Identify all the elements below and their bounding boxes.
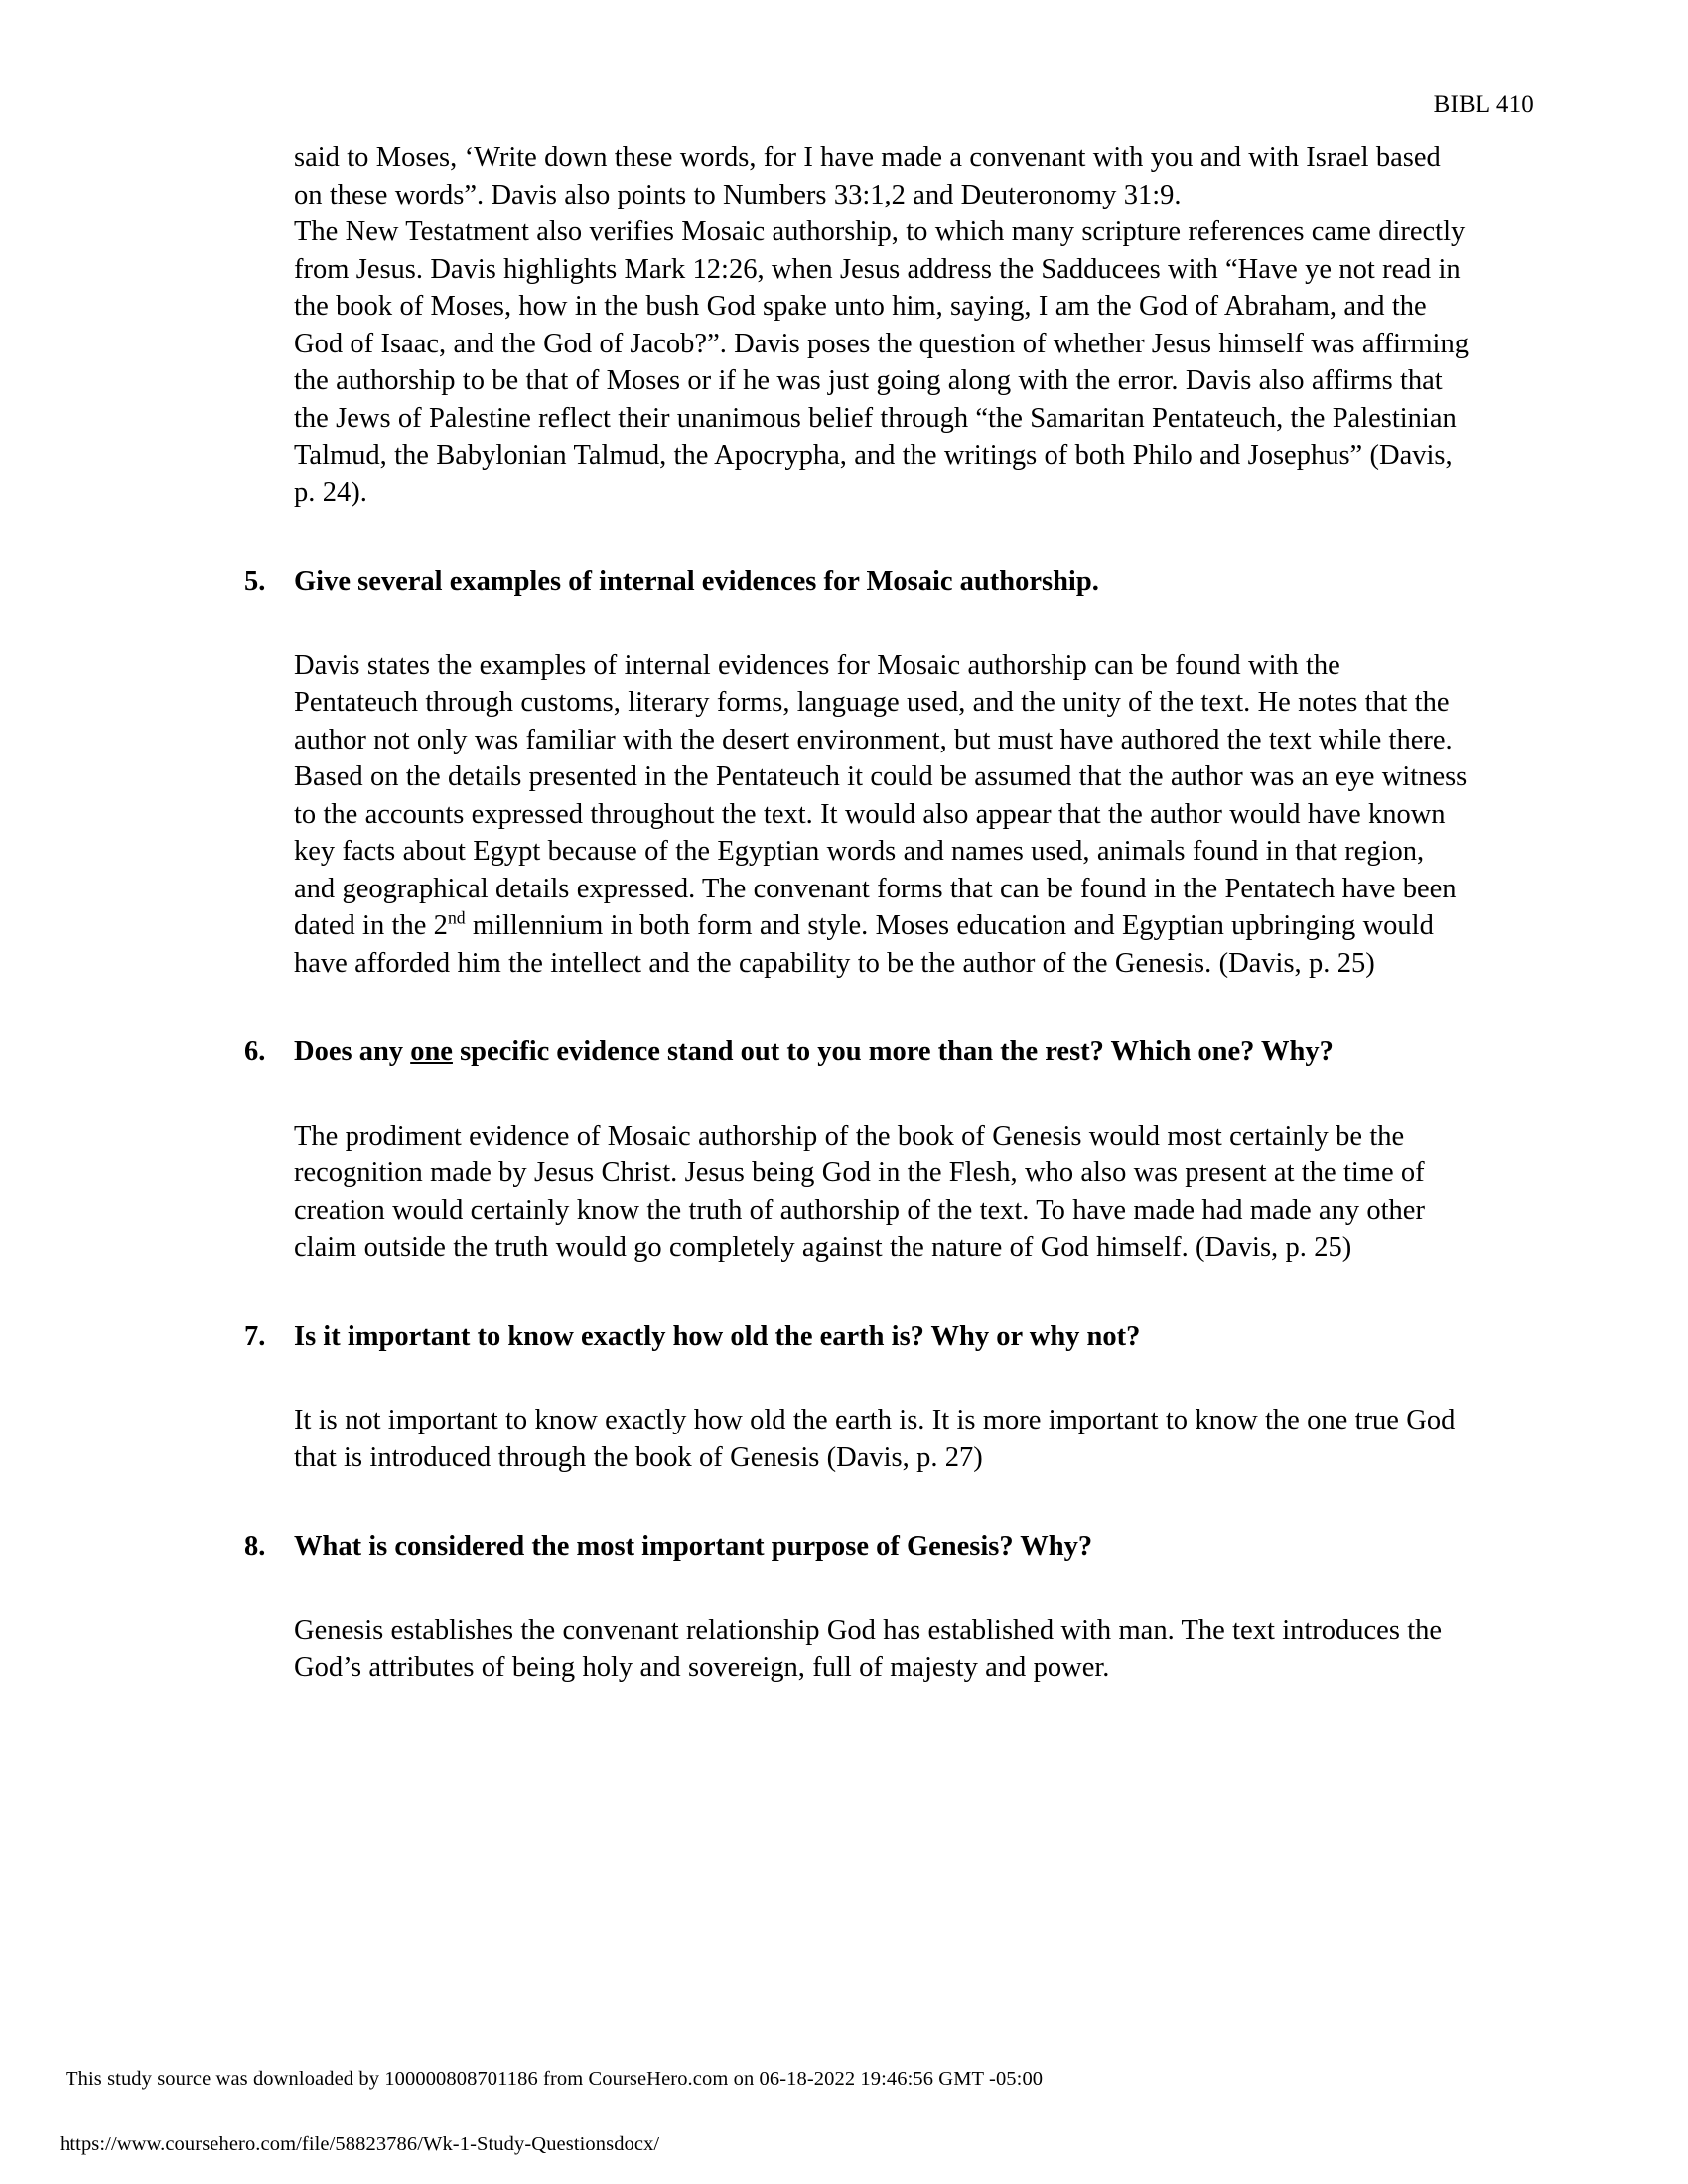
- spacer: [244, 1476, 1471, 1528]
- answer-6: The prodiment evidence of Mosaic authorship of the book of Genesis would most certainly be the recognition made by Jesus Christ. Jesus being God in the Flesh, who also was present at the time of creation would certainly know the truth of authorship of the text. To have made had made any other claim outside the truth would go completely against the nature of God himself. (Davis, p. 25): [294, 1120, 1425, 1263]
- question-5-number: 5.: [244, 566, 266, 597]
- answer-5-part-2: millennium in both form and style. Moses education and Egyptian upbringing would have afforded him the intellect and the capability to be the author of the Genesis. (Davis, p. 25): [294, 910, 1434, 979]
- question-8-text: What is considered the most important purpose of Genesis? Why?: [294, 1531, 1093, 1562]
- question-8: [244, 1528, 1471, 1566]
- question-7: [244, 1318, 1471, 1356]
- spacer: [244, 982, 1471, 1033]
- answer-5-part-1: Davis states the examples of internal evidences for Mosaic authorship can be found with the Pentateuch through customs, literary forms, language used, and the unity of the text. He notes that the author not only was familiar with the desert environment, but must have authored the text while there. Based on the details presented in the Pentateuch it could be assumed that the author was an eye witness to the accounts expressed throughout the text. It would also appear that the author would have known key facts about Egypt because of the Egyptian words and names used, animals found in that region, and geographical details expressed. The convenant forms that can be found in the Pentatech have been dated in the 2: [294, 649, 1468, 941]
- running-header: [0, 91, 1534, 119]
- question-6-text: [294, 1033, 1471, 1071]
- document-body: [244, 139, 1471, 1687]
- spacer: [244, 511, 1471, 563]
- paragraph-continued-1: said to Moses, ‘Write down these words, for I have made a convenant with you and with Israel based on these words”. Davis also points to Numbers 33:1,2 and Deuteronomy 31:9.: [294, 142, 1441, 210]
- answer-5-ordinal: nd: [447, 907, 466, 928]
- paragraph-continued-2: The New Testatment also verifies Mosaic authorship, to which many scripture references came directly from Jesus. Davis highlights Mark 12:26, when Jesus address the Sadducees with “Have ye not read in the book of Moses, how in the bush God spake unto him, saying, I am the God of Abraham, and the God of Isaac, and the God of Jacob?”. Davis poses the question of whether Jesus himself was affirming the authorship to be that of Moses or if he was just going along with the error. Davis also affirms that the Jews of Palestine reflect their unanimous belief through “the Samaritan Pentateuch, the Palestinian Talmud, the Babylonian Talmud, the Apocrypha, and the writings of both Philo and Josephus” (Davis, p. 24).: [294, 216, 1469, 508]
- answer-5: [244, 647, 1471, 983]
- question-6-text-after: specific evidence stand out to you more than the rest? Which one? Why?: [452, 1036, 1334, 1067]
- spacer: [244, 1355, 1471, 1402]
- answer-7: It is not important to know exactly how old the earth is. It is more important to know the one true God that is introduced through the book of Genesis (Davis, p. 27): [294, 1405, 1456, 1473]
- spacer: [244, 601, 1471, 647]
- question-6-number: 6.: [244, 1036, 266, 1067]
- question-5-text: Give several examples of internal evidences for Mosaic authorship.: [294, 566, 1099, 597]
- answer-8: Genesis establishes the convenant relationship God has established with man. The text introduces the God’s attributes of being holy and sovereign, full of majesty and power.: [294, 1614, 1443, 1683]
- course-code: BIBL 410: [1433, 91, 1534, 118]
- source-url: https://www.coursehero.com/file/58823786/Wk-1-Study-Questionsdocx/: [60, 2133, 660, 2155]
- question-5: [244, 563, 1471, 601]
- question-6: [244, 1033, 1471, 1071]
- question-6-emphasis: one: [410, 1036, 453, 1067]
- question-7-text: Is it important to know exactly how old the earth is? Why or why not?: [294, 1320, 1141, 1352]
- question-7-number: 7.: [244, 1320, 266, 1352]
- download-watermark-note: This study source was downloaded by 100000808701186 from CourseHero.com on 06-18-2022 19:46:56 GMT -05:00: [66, 2068, 1044, 2090]
- spacer: [244, 1566, 1471, 1612]
- question-8-number: 8.: [244, 1531, 266, 1562]
- spacer: [244, 1071, 1471, 1118]
- question-6-text-before: Does any: [294, 1036, 411, 1067]
- spacer: [244, 1267, 1471, 1318]
